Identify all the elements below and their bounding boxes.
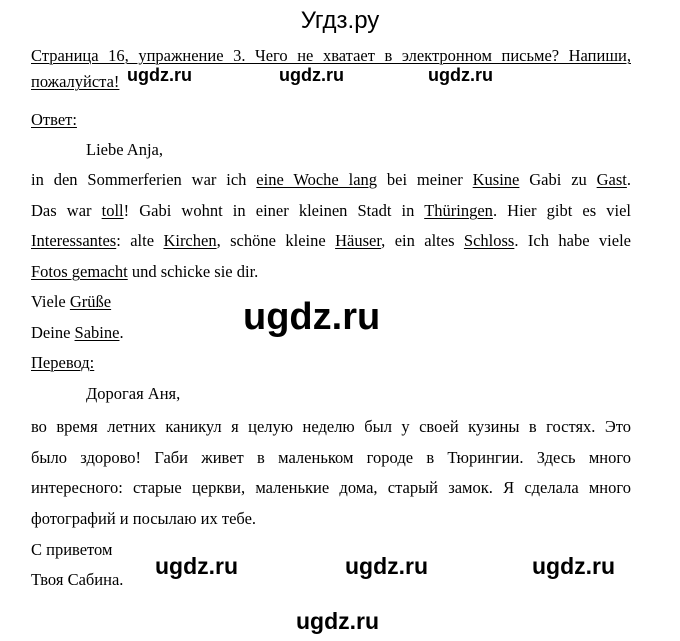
text-span: . [119, 323, 124, 342]
watermark: ugdz.ru [428, 65, 493, 85]
text-span: Viele [31, 292, 70, 311]
translation-line-2: было здорово! Габи живет в маленьком городе в Тюрингии. Здесь много [31, 448, 631, 467]
text-span: und schicke sie dir. [127, 262, 259, 281]
answer-paragraph-line-3 [31, 231, 631, 251]
underlined-word: eine Woche lang [256, 170, 378, 189]
watermark: ugdz.ru [279, 65, 344, 85]
underlined-word: Kirchen [163, 231, 217, 250]
answer-paragraph-line-2 [31, 201, 631, 221]
underlined-word: Gast [596, 170, 627, 189]
translation-closing-2: Твоя Сабина. [31, 570, 124, 589]
text-span: Das war [31, 201, 102, 220]
translation-greeting: Дорогая Аня, [86, 384, 181, 403]
text-span: Deine [31, 323, 75, 342]
answer-greeting: Liebe Anja, [86, 140, 163, 159]
text-span: . [626, 170, 632, 189]
underlined-word: Schloss [463, 231, 515, 250]
underlined-word: Kusine [472, 170, 520, 189]
text-span: . Ich habe viele [514, 231, 631, 250]
text-span: : alte [116, 231, 164, 250]
site-title: Угдз.ру [300, 7, 380, 34]
translation-label-line [31, 353, 631, 373]
translation-line-1: во время летних каникул я целую неделю был у своей кузины в гостях. Это [31, 417, 631, 436]
task-heading-text-1: Страница 16, упражнение 3. Чего не хватает в электронном письме? Напиши, [31, 46, 631, 65]
translation-line-4: фотографий и посылаю их тебе. [31, 509, 257, 528]
text-span: bei meiner [377, 170, 473, 189]
watermark: ugdz.ru [127, 65, 192, 85]
text-span: Gabi zu [519, 170, 597, 189]
watermark: ugdz.ru [155, 553, 239, 579]
underlined-word: Sabine [74, 323, 120, 342]
answer-paragraph-line-4 [31, 262, 631, 282]
underlined-word: toll [101, 201, 124, 220]
underlined-word: Häuser [335, 231, 382, 250]
text-span: , ein altes [381, 231, 464, 250]
answer-paragraph-line-1 [31, 170, 631, 190]
underlined-word: Thüringen [424, 201, 493, 220]
underlined-word: Interessantes [31, 231, 117, 250]
text-span: ! Gabi wohnt in einer kleinen Stadt in [123, 201, 425, 220]
translation-label: Перевод: [31, 353, 95, 372]
task-heading-text-2: пожалуйста! [31, 72, 120, 91]
watermark: ugdz.ru [345, 553, 429, 579]
answer-label: Ответ: [31, 110, 77, 129]
underlined-word: Grüße [69, 292, 112, 311]
text-span: . Hier gibt es viel [492, 201, 631, 220]
watermark: ugdz.ru [532, 553, 616, 579]
underlined-word: Fotos gemacht [31, 262, 128, 281]
translation-closing-1: С приветом [31, 540, 113, 559]
text-span: in den Sommerferien war ich [31, 170, 257, 189]
watermark: ugdz.ru [296, 608, 380, 634]
translation-line-3: интересного: старые церкви, маленькие дома, старый замок. Я сделала много [31, 478, 631, 497]
text-span: , schöne kleine [216, 231, 336, 250]
answer-label-line [31, 110, 631, 130]
watermark: ugdz.ru [243, 296, 381, 338]
task-heading-line-1 [31, 46, 631, 66]
